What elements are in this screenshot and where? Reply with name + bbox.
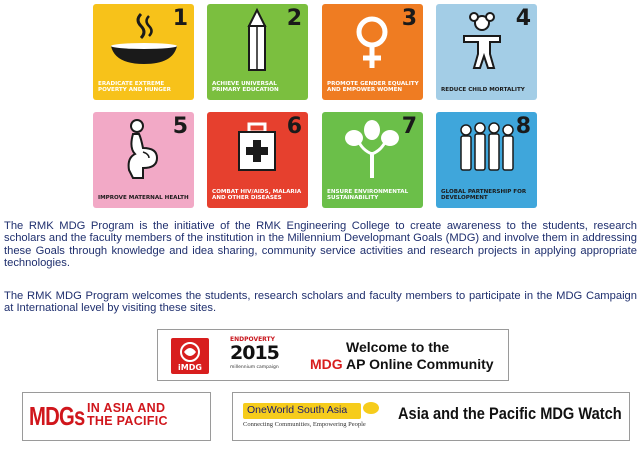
medical-kit-icon [207,112,308,182]
goal-number: 2 [286,6,302,31]
goal-tile-2[interactable] [207,4,308,100]
bowl-icon [93,4,194,74]
goal-caption: ERADICATE EXTREME POVERTY AND HUNGER [98,80,171,94]
people-group-icon [436,112,537,182]
pacific-line: THE PACIFIC [87,414,168,428]
goal-tile-4[interactable] [436,4,537,100]
goal-caption: IMPROVE MATERNAL HEALTH [98,195,189,202]
mdg-goals-grid [93,4,537,208]
goal-number: 4 [515,6,531,31]
intro-paragraph: The RMK MDG Program is the initiative of the RMK Engineering College to create awareness to the students, research scholars and the faculty members of the institution in the Millennium Developmant Goals (MDG) and involve them in addressing these Goals through knowledge and idea sharing, community service activities and research projects in applying appropriate technologies. [4,220,637,270]
goal-tile-3[interactable] [322,4,423,100]
oneworld-tagline: Connecting Communities, Empowering People [243,421,366,428]
goal-tile-5[interactable] [93,112,194,208]
goal-tile-1[interactable] [93,4,194,100]
endpoverty-subtitle: millennium campaign [230,365,279,370]
goal-number: 3 [401,6,417,31]
female-symbol-icon [322,4,423,74]
welcome-line-1: Welcome to the [346,339,450,355]
asia-pacific-mdg-watch-banner[interactable] [232,392,630,441]
goal-number: 8 [515,114,531,139]
goal-caption: PROMOTE GENDER EQUALITY AND EMPOWER WOMEN [327,80,419,94]
goal-number: 5 [172,114,188,139]
goal-tile-6[interactable] [207,112,308,208]
pencil-icon [207,4,308,74]
imdg-emblem-icon [171,340,209,364]
child-icon [436,4,537,74]
goal-tile-8[interactable] [436,112,537,208]
pregnant-woman-icon [93,112,194,182]
welcome-community: AP Online Community [342,356,494,372]
goal-tile-7[interactable] [322,112,423,208]
mdg-watch-title: Asia and the Pacific MDG Watch [398,404,622,423]
plant-icon [322,112,423,182]
imdg-label: iMDG [178,363,202,372]
asia-pacific-text [87,402,168,428]
endpoverty-text: ENDPOVERTY [230,336,275,343]
mdgs-asia-pacific-banner[interactable] [22,392,211,441]
goal-caption: GLOBAL PARTNERSHIP FOR DEVELOPMENT [441,188,527,202]
goal-caption: ENSURE ENVIRONMENTAL SUSTAINABILITY [327,188,409,202]
goal-caption: ACHIEVE UNIVERSAL PRIMARY EDUCATION [212,80,279,94]
mdg-ap-online-community-banner[interactable] [157,329,509,381]
oneworld-logo [243,402,379,432]
goal-caption: REDUCE CHILD MORTALITY [441,87,525,94]
mdgs-asia-pacific-logo [29,401,168,431]
welcome-mdg: MDG [310,356,343,372]
endpoverty-logo [228,336,288,376]
goal-number: 1 [172,6,188,31]
goal-caption: COMBAT HIV/AIDS, MALARIA AND OTHER DISEASES [212,188,302,202]
invite-paragraph: The RMK MDG Program welcomes the students, research scholars and faculty members to participate in the MDG Campaign at International level by visiting these sites. [4,290,637,315]
goal-number: 6 [286,114,302,139]
asia-line: IN ASIA AND [87,401,166,415]
mdgs-text: MDGs [29,401,85,431]
imdg-logo [171,338,209,374]
welcome-line-2 [310,356,494,372]
endpoverty-year: 2015 [230,342,279,364]
goal-number: 7 [401,114,417,139]
oneworld-name: OneWorld South Asia [247,404,348,416]
speech-bubble-icon [363,402,379,414]
